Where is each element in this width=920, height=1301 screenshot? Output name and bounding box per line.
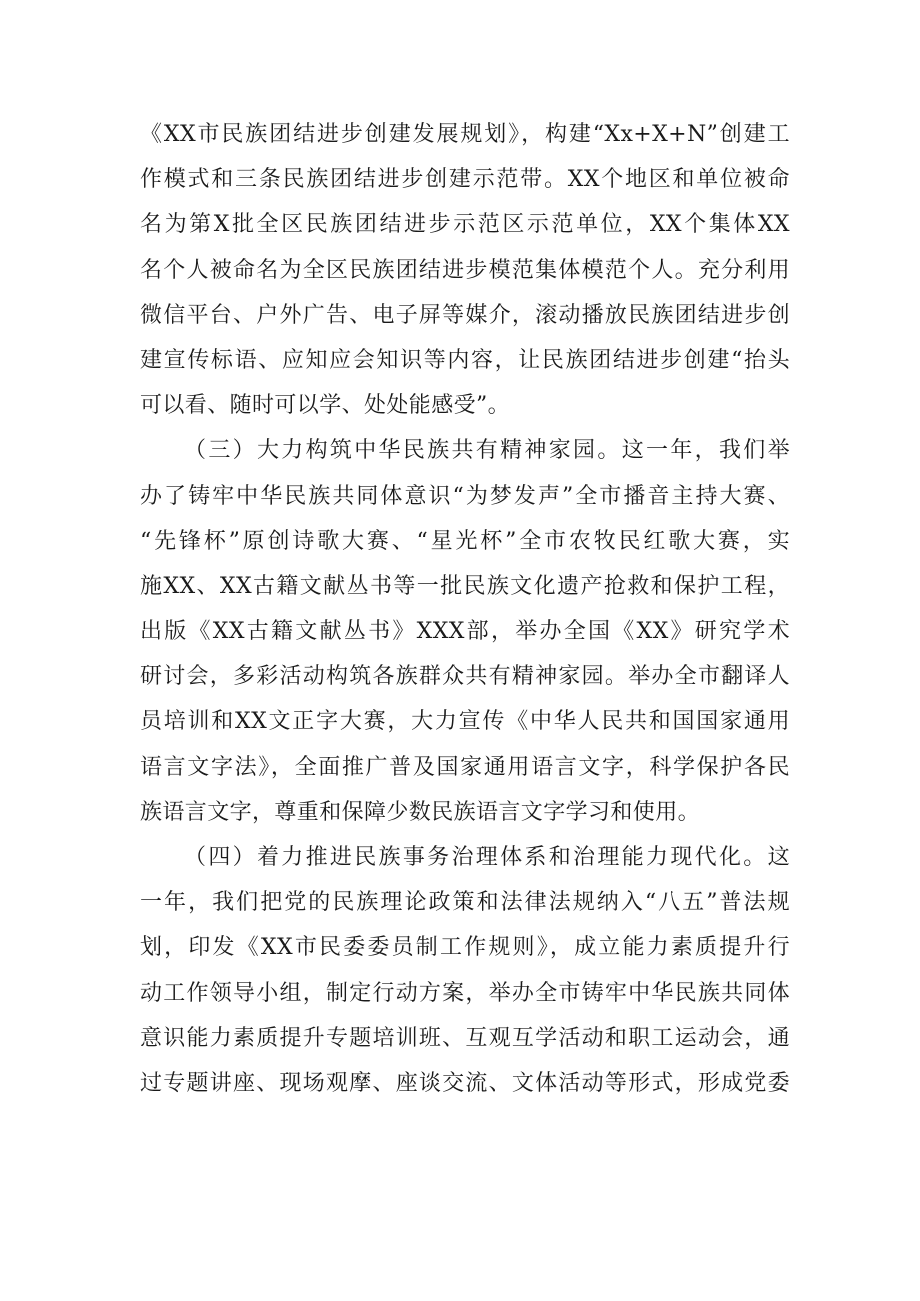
text-line: 《XX市民族团结进步创建发展规划》，构建“Xx+X+N”创建工: [140, 122, 790, 147]
text-line: 员培训和XX文正字大赛，大力宣传《中华人民共和国国家通用: [140, 709, 790, 735]
text-line: （三）大力构筑中华民族共有精神家园。这一年，我们举: [184, 438, 790, 464]
paragraph-1: [140, 112, 790, 428]
text-line: （四）着力推进民族事务治理体系和治理能力现代化。这: [184, 845, 790, 870]
text-line: 语言文字法》，全面推广普及国家通用语言文字，科学保护各民: [140, 754, 790, 780]
paragraph-2: [140, 428, 790, 835]
text-line: “先锋杯”原创诗歌大赛、“星光杯”全市农牧民红歌大赛，实: [140, 528, 790, 554]
text-line: 微信平台、户外广告、电子屏等媒介，滚动播放民族团结进步创: [140, 302, 790, 328]
document-body: [140, 112, 790, 1106]
text-line: 可以看、随时可以学、处处能感受”。: [140, 393, 511, 419]
text-line: 划，印发《XX市民委委员制工作规则》，成立能力素质提升行: [140, 935, 790, 961]
text-line: 建宣传标语、应知应会知识等内容，让民族团结进步创建“抬头: [140, 347, 790, 373]
text-line: 出版《XX古籍文献丛书》XXX部，举办全国《XX》研究学术: [140, 619, 790, 645]
text-line: 族语言文字，尊重和保障少数民族语言文字学习和使用。: [140, 799, 701, 825]
text-line: 名个人被命名为全区民族团结进步模范集体模范个人。充分利用: [140, 257, 790, 283]
text-line: 动工作领导小组，制定行动方案，举办全市铸牢中华民族共同体: [140, 980, 790, 1006]
text-line: 过专题讲座、现场观摩、座谈交流、文体活动等形式，形成党委: [140, 1070, 790, 1096]
paragraph-3: [140, 835, 790, 1106]
text-line: 一年，我们把党的民族理论政策和法律法规纳入“八五”普法规: [140, 890, 790, 916]
text-line: 办了铸牢中华民族共同体意识“为梦发声”全市播音主持大赛、: [140, 483, 790, 509]
text-line: 研讨会，多彩活动构筑各族群众共有精神家园。举办全市翻译人: [140, 664, 790, 690]
text-line: 意识能力素质提升专题培训班、互观互学活动和职工运动会，通: [140, 1025, 790, 1051]
text-line: 施XX、XX古籍文献丛书等一批民族文化遗产抢救和保护工程，: [140, 573, 790, 599]
text-line: 名为第X批全区民族团结进步示范区示范单位，XX个集体XX: [140, 212, 790, 238]
text-line: 作模式和三条民族团结进步创建示范带。XX个地区和单位被命: [140, 167, 790, 193]
